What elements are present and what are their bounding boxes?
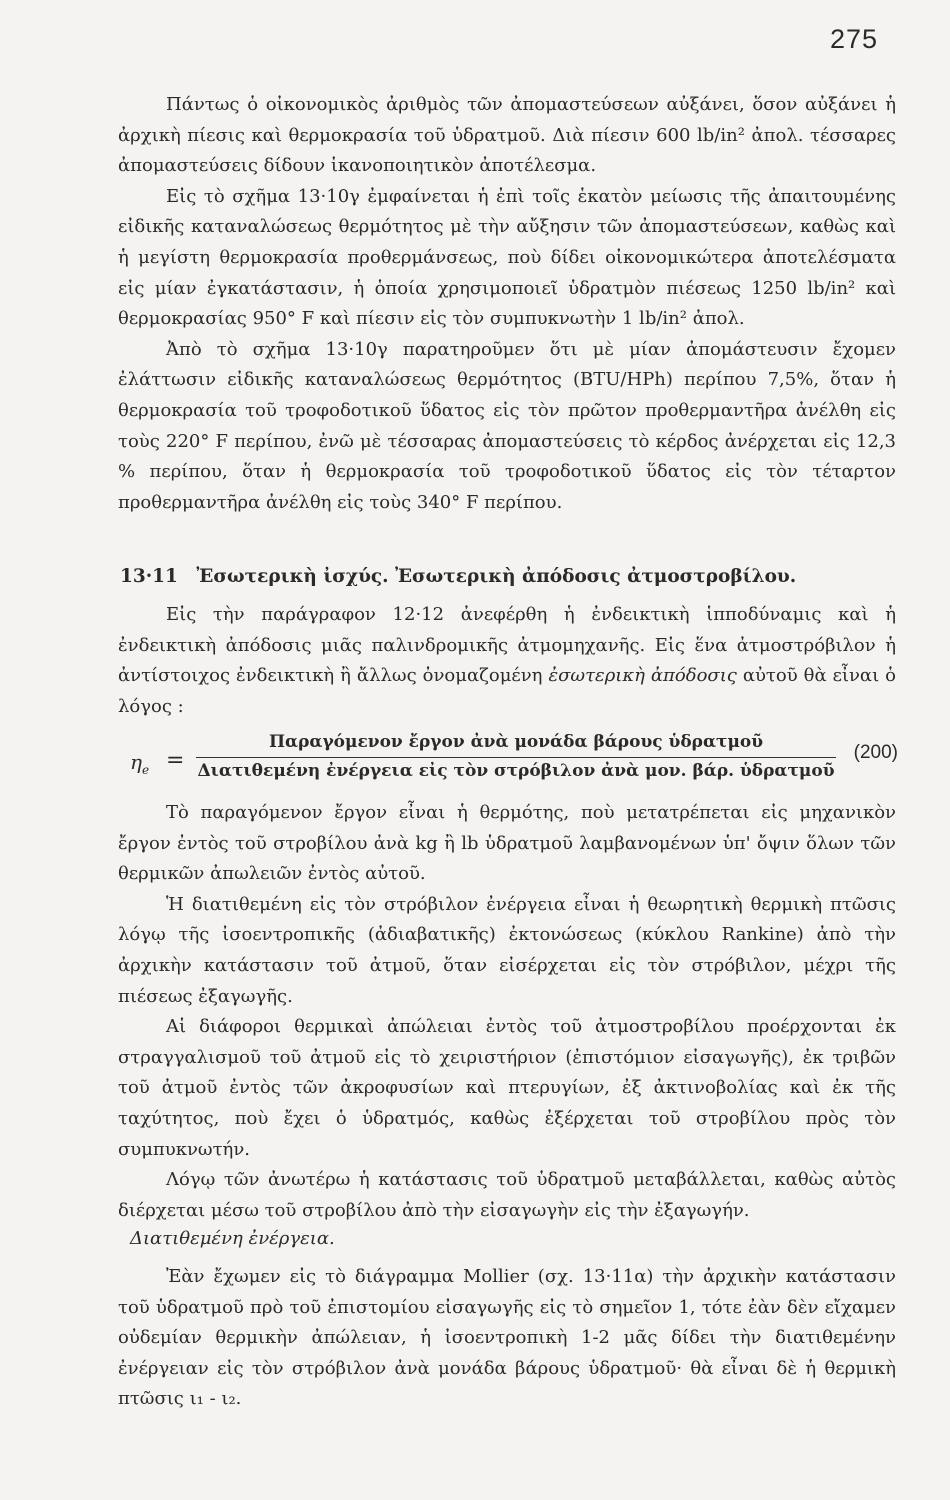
- paragraph-2: Εἰς τὸ σχῆμα 13·10γ ἐμφαίνεται ἡ ἐπὶ τοῖς ἑκατὸν μείωσις τῆς ἀπαιτουμένης εἰδικῆς καταναλώσεως θερμότητος μὲ τὴν αὔξησιν τῶν ἀπομαστεύσεων, καθὼς καὶ ἡ μεγίστη θερμοκρασία προθερμάνσεως, ποὺ δίδει οἰκονομικώτερα ἀποτελέσματα εἰς μίαν ἐγκατάστασιν, ἡ ὁποία χρησιμοποιεῖ ὑδρατμὸν πιέσεως 1250 lb/in² καὶ θερμοκρασίας 950° F καὶ πίεσιν εἰς τὸν συμπυκνωτὴν 1 lb/in² ἀπολ.: [118, 185, 896, 330]
- paragraph-4-text: Εἰς τὴν παράγραφον 12·12 ἀνεφέρθη ἡ ἐνδεικτικὴ ἱπποδύναμις καὶ ἡ ἐνδεικτικὴ ἀπόδοσις μιᾶς παλινδρομικῆς ἀτμομηχανῆς. Εἰς ἕνα ἀτμοστρόβιλον ἡ ἀντίστοιχος ἐνδεικτικὴ ἢ ἄλλως ὀνομαζομένη: [118, 604, 896, 687]
- fraction-numerator: Παραγόμενον ἔργον ἀνὰ μονάδα βάρους ὑδρατμοῦ: [268, 732, 764, 752]
- paragraph-4-italic-term: ἐσωτερικὴ ἀπόδοσις: [548, 665, 737, 687]
- paragraph-4: [118, 600, 896, 722]
- paragraph-3: Ἀπὸ τὸ σχῆμα 13·10γ παρατηροῦμεν ὅτι μὲ μίαν ἀπομάστευσιν ἔχομεν ἐλάττωσιν εἰδικῆς καταναλώσεως θερμότητος (BTU/HPh) περίπου 7,5%, ὅταν ἡ θερμοκρασία τοῦ τροφοδοτικοῦ ὕδατος εἰς τὸν πρῶτον προθερμαντῆρα ἀνέλθη εἰς τοὺς 220° F περίπου, ἐνῶ μὲ τέσσαρας ἀπομαστεύσεις τὸ κέρδος ἀνέρχεται εἰς 12,3 % περίπου, ὅταν ἡ θερμοκρασία τοῦ τροφοδοτικοῦ ὕδατος εἰς τὸν τέταρτον προθερμαντῆρα ἀνέλθη εἰς τοὺς 340° F περίπου.: [118, 338, 896, 513]
- equation-200: [130, 730, 900, 790]
- text-block-bottom: [118, 1262, 896, 1415]
- section-number: 13·11: [120, 566, 178, 587]
- fraction-bar: [196, 757, 836, 758]
- paragraph-4-end: αὐτοῦ θὰ εἶναι ὁ λόγος :: [118, 665, 896, 717]
- efficiency-symbol: $\eta_e$: [130, 750, 150, 777]
- text-block-intro: [118, 600, 896, 722]
- paragraph-7: Αἱ διάφοροι θερμικαὶ ἀπώλειαι ἐντὸς τοῦ ἀτμοστροβίλου προέρχονται ἐκ στραγγαλισμοῦ τοῦ ἀτμοῦ εἰς τὸ χειριστήριον (ἐπιστόμιον εἰσαγωγῆς), ἐκ τριβῶν τοῦ ἀτμοῦ ἐντὸς τῶν ἀκροφυσίων καὶ πτερυγίων, ἐξ ἀκτινοβολίας καὶ ἐκ τῆς ταχύτητος, ποὺ ἔχει ὁ ὑδρατμός, καθὼς ἐξέρχεται τοῦ στροβίλου πρὸς τὸν συμπυκνωτήν.: [118, 1016, 896, 1160]
- page-number: 275: [829, 24, 878, 54]
- fraction-denominator: Διατιθεμένη ἐνέργεια εἰς τὸν στρόβιλον ἀνὰ μον. βάρ. ὑδρατμοῦ: [197, 761, 835, 781]
- paragraph-6: Ἡ διατιθεμένη εἰς τὸν στρόβιλον ἐνέργεια εἶναι ἡ θεωρητικὴ θερμικὴ πτῶσις λόγῳ τῆς ἰσοεντροπικῆς (ἀδιαβατικῆς) ἐκτονώσεως (κύκλου Rankine) ἀπὸ τὴν ἀρχικὴν κατάστασιν τοῦ ἀτμοῦ, ὅταν εἰσέρχεται εἰς τὸν στρόβιλον, μέχρι τῆς πιέσεως ἐξαγωγῆς.: [118, 893, 896, 1007]
- equals-sign: =: [166, 748, 185, 773]
- paragraph-9: Ἐὰν ἔχωμεν εἰς τὸ διάγραμμα Mollier (σχ. 13·11α) τὴν ἀρχικὴν κατάστασιν τοῦ ὑδρατμοῦ πρὸ τοῦ ἐπιστομίου εἰσαγωγῆς εἰς τὸ σημεῖον 1, τότε ἐὰν δὲν εἴχαμεν οὐδεμίαν θερμικὴν ἀπώλειαν, ἡ ἰσοεντροπικὴ 1-2 μᾶς δίδει τὴν διατιθεμένην ἐνέργειαν εἰς τὸν στρόβιλον ἀνὰ μονάδα βάρους ὑδρατμοῦ· θὰ εἶναι δὲ ἡ θερμικὴ πτῶσις ι₁ - ι₂.: [118, 1266, 896, 1410]
- paragraph-8: Λόγῳ τῶν ἀνωτέρω ἡ κατάστασις τοῦ ὑδρατμοῦ μεταβάλλεται, καθὼς αὐτὸς διέρχεται μέσω τοῦ στροβίλου ἀπὸ τὴν εἰσαγωγὴν εἰς τὴν ἐξαγωγήν.: [118, 1169, 896, 1221]
- section-heading: [120, 566, 880, 587]
- subheading-available-energy: Διατιθεμένη ἐνέργεια.: [130, 1228, 335, 1249]
- paragraph-5: Τὸ παραγόμενον ἔργον εἶναι ἡ θερμότης, ποὺ μετατρέπεται εἰς μηχανικὸν ἔργον ἐντὸς τοῦ στροβίλου ἀνὰ kg ἢ lb ὑδρατμοῦ λαμβανομένων ὑπ' ὄψιν ὅλων τῶν θερμικῶν ἀπωλειῶν ἐντὸς αὐτοῦ.: [118, 802, 896, 885]
- paragraph-1: Πάντως ὁ οἰκονομικὸς ἀριθμὸς τῶν ἀπομαστεύσεων αὐξάνει, ὅσον αὐξάνει ἡ ἀρχικὴ πίεσις καὶ θερμοκρασία τοῦ ὑδρατμοῦ. Διὰ πίεσιν 600 lb/in² ἀπολ. τέσσαρες ἀπομαστεύσεις δίδουν ἱκανοποιητικὸν ἀποτέλεσμα.: [118, 94, 896, 177]
- section-title: Ἐσωτερικὴ ἰσχύς. Ἐσωτερικὴ ἀπόδοσις ἀτμοστροβίλου.: [196, 566, 797, 587]
- equation-number: (200): [853, 742, 898, 763]
- text-block-middle: [118, 798, 896, 1226]
- text-block-top: [118, 90, 896, 518]
